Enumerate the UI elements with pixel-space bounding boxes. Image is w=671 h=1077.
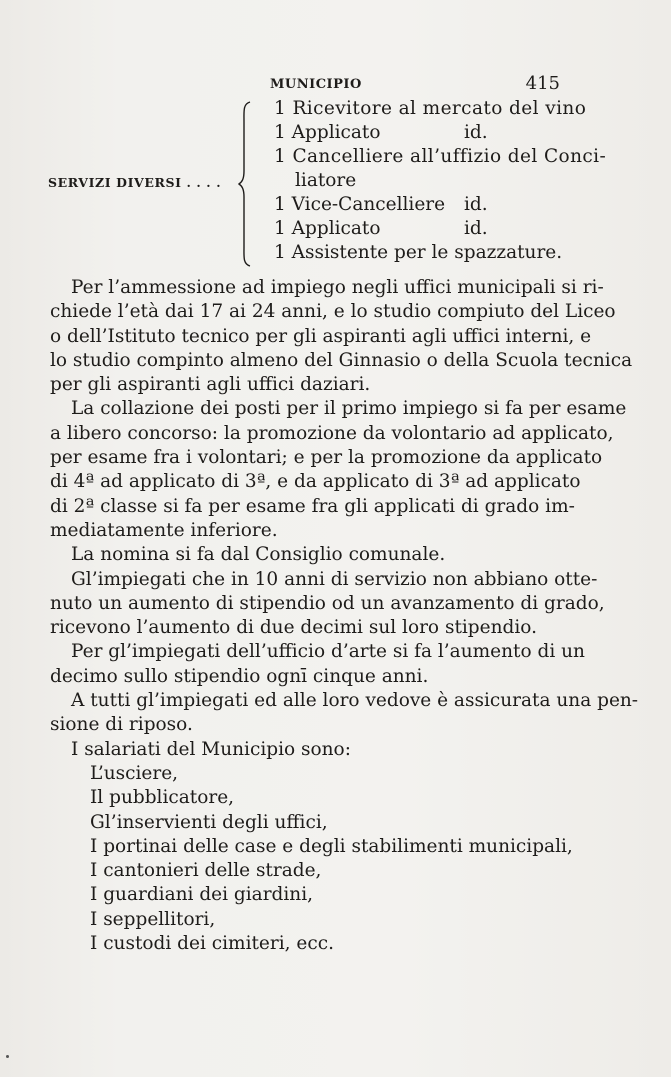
running-header	[270, 73, 560, 95]
salaried-list	[50, 762, 573, 956]
text-line: di 2ª classe si fa per esame fra gli applicati di grado im-	[50, 495, 575, 517]
staff-entry-text: 1 Applicato	[274, 218, 381, 239]
staff-category-label: SERVIZI DIVERSI . . . .	[48, 175, 222, 190]
list-item: I cantonieri delle strade,	[90, 860, 322, 882]
paragraph	[50, 689, 639, 738]
staff-entry-ref: id.	[464, 218, 488, 239]
list-item: I seppellitori,	[90, 908, 216, 930]
staff-entry-ref: id.	[464, 122, 488, 143]
staff-entries	[274, 97, 607, 265]
staff-entry	[274, 217, 574, 241]
curly-brace-icon	[238, 101, 252, 267]
text-line: lo studio compinto almeno del Ginnasio o della Scuola tecnica	[50, 349, 633, 371]
text-line: per gli aspiranti agli uffici daziari.	[50, 374, 371, 396]
text-line: nuto un aumento di stipendio od un avanzamento di grado,	[50, 592, 605, 614]
staff-entry-text: 1 Cancelliere all’uffizio del Conci-	[274, 146, 607, 167]
text-line: La collazione dei posti per il primo impiego si fa per esame	[71, 398, 627, 420]
text-line: o dell’Istituto tecnico per gli aspiranti agli uffici interni, e	[50, 325, 592, 347]
staff-list	[38, 97, 607, 269]
list-item: I portinai delle case e degli stabilimenti municipali,	[90, 835, 573, 857]
staff-entry	[274, 169, 574, 193]
list-item: Gl’inservienti degli uffici,	[90, 811, 328, 833]
text-line: ricevono l’aumento di due decimi sul loro stipendio.	[50, 617, 537, 639]
running-title: MUNICIPIO	[270, 77, 362, 92]
page-number: 415	[525, 73, 560, 94]
list-item: Il pubblicatore,	[90, 787, 235, 809]
paragraph	[50, 568, 605, 641]
paragraph	[50, 640, 585, 689]
paragraph	[50, 397, 627, 543]
text-line: chiede l’età dai 17 ai 24 anni, e lo studio compiuto del Liceo	[50, 301, 616, 323]
paragraph	[50, 543, 560, 567]
staff-entry-text: 1 Applicato	[274, 122, 381, 143]
text-line: Per l’ammessione ad impiego negli uffici municipali si ri-	[71, 277, 604, 298]
staff-entry	[274, 241, 574, 265]
paragraph	[50, 276, 633, 397]
staff-entry	[274, 193, 574, 217]
staff-entry-text: 1 Vice-Cancelliere	[274, 194, 446, 215]
text-line: per esame fra i volontari; e per la promozione da applicato	[50, 447, 603, 469]
text-line: sione di riposo.	[50, 714, 193, 736]
list-item: I custodi dei cimiteri, ecc.	[90, 933, 334, 955]
staff-entry-ref: id.	[464, 194, 488, 215]
text-line: mediatamente inferiore.	[50, 519, 278, 541]
text-line: a libero concorso: la promozione da volontario ad applicato,	[50, 422, 614, 444]
print-speck	[6, 1055, 9, 1058]
staff-entry	[274, 97, 587, 121]
staff-entry-text: 1 Ricevitore al mercato del vino	[274, 98, 587, 119]
text-line: Per gl’impiegati dell’ufficio d’arte si fa l’aumento di un	[71, 641, 585, 663]
text-line: A tutti gl’impiegati ed alle loro vedove è assicurata una pen-	[71, 690, 639, 712]
staff-entry	[274, 145, 607, 169]
paragraph	[50, 738, 560, 762]
staff-entry	[274, 121, 574, 145]
text-line: di 4ª ad applicato di 3ª, e da applicato di 3ª ad applicato	[50, 471, 581, 493]
staff-entry-text: liatore	[295, 170, 357, 191]
text-line: decimo sullo stipendio ognī cinque anni.	[50, 665, 429, 687]
list-item: L’usciere,	[90, 762, 179, 784]
text-line: La nomina si fa dal Consiglio comunale.	[71, 544, 446, 566]
text-line: I salariati del Municipio sono:	[71, 738, 351, 760]
text-line: Gl’impiegati che in 10 anni di servizio non abbiano otte-	[71, 568, 598, 590]
body-text	[50, 276, 639, 956]
list-item: I guardiani dei giardini,	[90, 884, 314, 906]
staff-entry-text: 1 Assistente per le spazzature.	[274, 242, 563, 263]
